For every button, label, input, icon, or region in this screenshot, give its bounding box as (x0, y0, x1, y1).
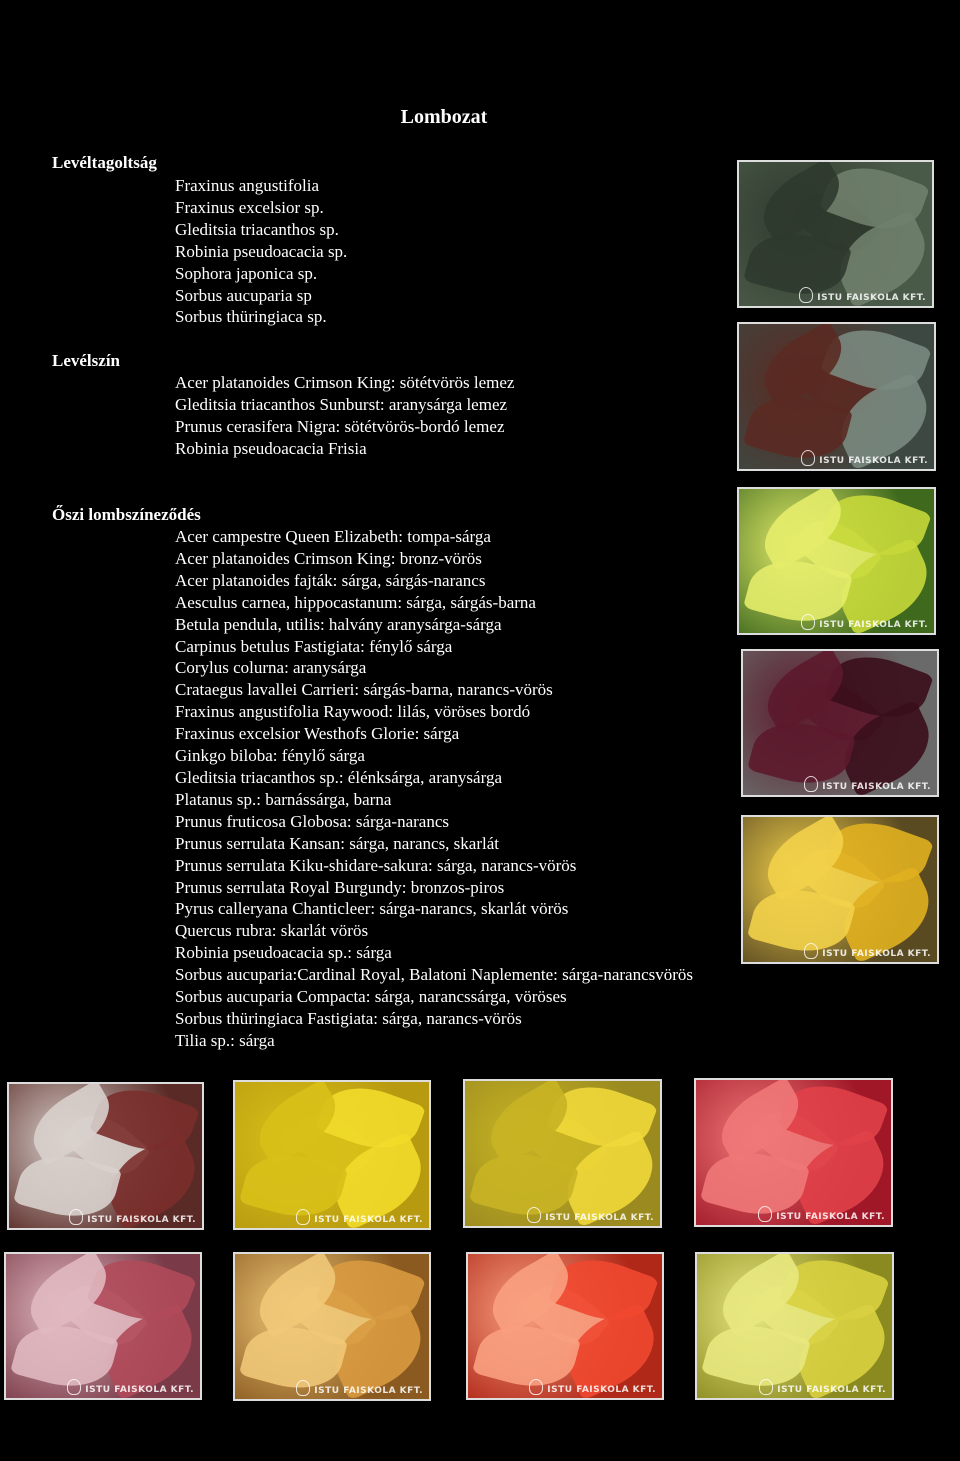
section-heading-levelszin: Levélszín (52, 351, 120, 370)
watermark-logo: ISTU FAISKOLA KFT. (801, 450, 928, 466)
list-item: Fraxinus angustifolia (175, 176, 320, 195)
photo-yellow-leaflets (463, 1079, 662, 1228)
list-item: Crataegus lavallei Carrieri: sárgás-barna, narancs-vörös (175, 680, 553, 700)
watermark-logo: ISTU FAISKOLA KFT. (799, 287, 926, 303)
watermark-logo: ISTU FAISKOLA KFT. (801, 614, 928, 630)
photo-linden-leaves (695, 1252, 894, 1400)
list-item: Gleditsia triacanthos sp. (175, 219, 339, 239)
photo-red-oak-leaves (466, 1252, 664, 1400)
photo-red-rowan-leaves (694, 1078, 893, 1227)
watermark-logo: ISTU FAISKOLA KFT. (527, 1207, 654, 1223)
list-item: Prunus serrulata Kiku-shidare-sakura: sárga, narancs-vörös (175, 855, 577, 875)
section-heading-leveltagoltsag: Levéltagoltság (52, 153, 157, 172)
list-item: Sorbus aucuparia Compacta: sárga, narancssárga, vöröses (175, 987, 567, 1007)
photo-sorbus-leaves (737, 322, 936, 471)
list-item: Robinia pseudoacacia sp.: sárga (175, 943, 392, 963)
photo-crimson-king-leaves (741, 649, 939, 797)
list-item: Ginkgo biloba: fénylő sárga (175, 746, 365, 766)
watermark-logo: ISTU FAISKOLA KFT. (296, 1380, 423, 1396)
photo-ginkgo-leaves (233, 1080, 431, 1230)
list-item: Aesculus carnea, hippocastanum: sárga, sárgás-barna (175, 592, 536, 612)
photo-maple-autumn-leaves (741, 815, 939, 964)
watermark-logo: ISTU FAISKOLA KFT. (804, 776, 931, 792)
list-item: Sorbus thüringiaca sp. (175, 307, 327, 327)
list-item: Fraxinus angustifolia Raywood: lilás, vöröses bordó (175, 702, 531, 722)
list-item: Acer platanoides fajták: sárga, sárgás-narancs (175, 570, 486, 590)
watermark-logo: ISTU FAISKOLA KFT. (804, 943, 931, 959)
list-item: Prunus serrulata Royal Burgundy: bronzos-piros (175, 877, 505, 897)
list-item: Sorbus thüringiaca Fastigiata: sárga, narancs-vörös (175, 1008, 522, 1028)
list-item: Robinia pseudoacacia sp. (175, 241, 348, 261)
list-item: Corylus colurna: aranysárga (175, 658, 367, 678)
watermark-logo: ISTU FAISKOLA KFT. (69, 1209, 196, 1225)
list-item: Acer campestre Queen Elizabeth: tompa-sárga (175, 527, 491, 546)
list-item: Platanus sp.: barnássárga, barna (175, 789, 392, 809)
leveltagoltsag-list (175, 175, 347, 328)
list-item: Pyrus calleryana Chanticleer: sárga-narancs, skarlát vörös (175, 899, 569, 919)
list-item: Sorbus aucuparia:Cardinal Royal, Balatoni Naplemente: sárga-narancsvörös (175, 965, 694, 985)
list-item: Acer platanoides Crimson King: sötétvörös lemez (175, 373, 515, 392)
list-item: Prunus cerasifera Nigra: sötétvörös-bordó lemez (175, 416, 505, 436)
list-item: Tilia sp.: sárga (175, 1030, 275, 1050)
photo-burgundy-leaves (7, 1082, 204, 1230)
levelszin-list (175, 372, 514, 460)
list-item: Acer platanoides Crimson King: bronz-vörös (175, 548, 482, 568)
section-heading-oszi-lombszinezodes: Őszi lombszíneződés (52, 505, 201, 524)
watermark-logo: ISTU FAISKOLA KFT. (759, 1379, 886, 1395)
photo-robinia-frisia-leaves (737, 487, 936, 635)
list-item: Sophora japonica sp. (175, 263, 318, 283)
photo-pear-autumn-leaves (4, 1252, 202, 1400)
watermark-logo: ISTU FAISKOLA KFT. (758, 1206, 885, 1222)
list-item: Prunus fruticosa Globosa: sárga-narancs (175, 811, 449, 831)
list-item: Betula pendula, utilis: halvány aranysárga-sárga (175, 614, 502, 634)
list-item: Gleditsia triacanthos sp.: élénksárga, aranysárga (175, 767, 502, 787)
oszi-lombszinezodes-list (175, 526, 693, 1052)
list-item: Carpinus betulus Fastigiata: fénylő sárga (175, 636, 453, 656)
photo-hornbeam-leaves (233, 1252, 431, 1401)
list-item: Fraxinus excelsior sp. (175, 197, 324, 217)
list-item: Quercus rubra: skarlát vörös (175, 921, 369, 941)
watermark-logo: ISTU FAISKOLA KFT. (296, 1209, 423, 1225)
watermark-logo: ISTU FAISKOLA KFT. (67, 1379, 194, 1395)
list-item: Robinia pseudoacacia Frisia (175, 438, 367, 458)
list-item: Gleditsia triacanthos Sunburst: aranysárga lemez (175, 394, 508, 414)
page-title: Lombozat (400, 106, 488, 128)
watermark-logo: ISTU FAISKOLA KFT. (529, 1379, 656, 1395)
list-item: Prunus serrulata Kansan: sárga, narancs, skarlát (175, 833, 499, 853)
list-item: Sorbus aucuparia sp (175, 285, 312, 305)
photo-ash-leaves (737, 160, 934, 308)
list-item: Fraxinus excelsior Westhofs Glorie: sárga (175, 724, 460, 744)
